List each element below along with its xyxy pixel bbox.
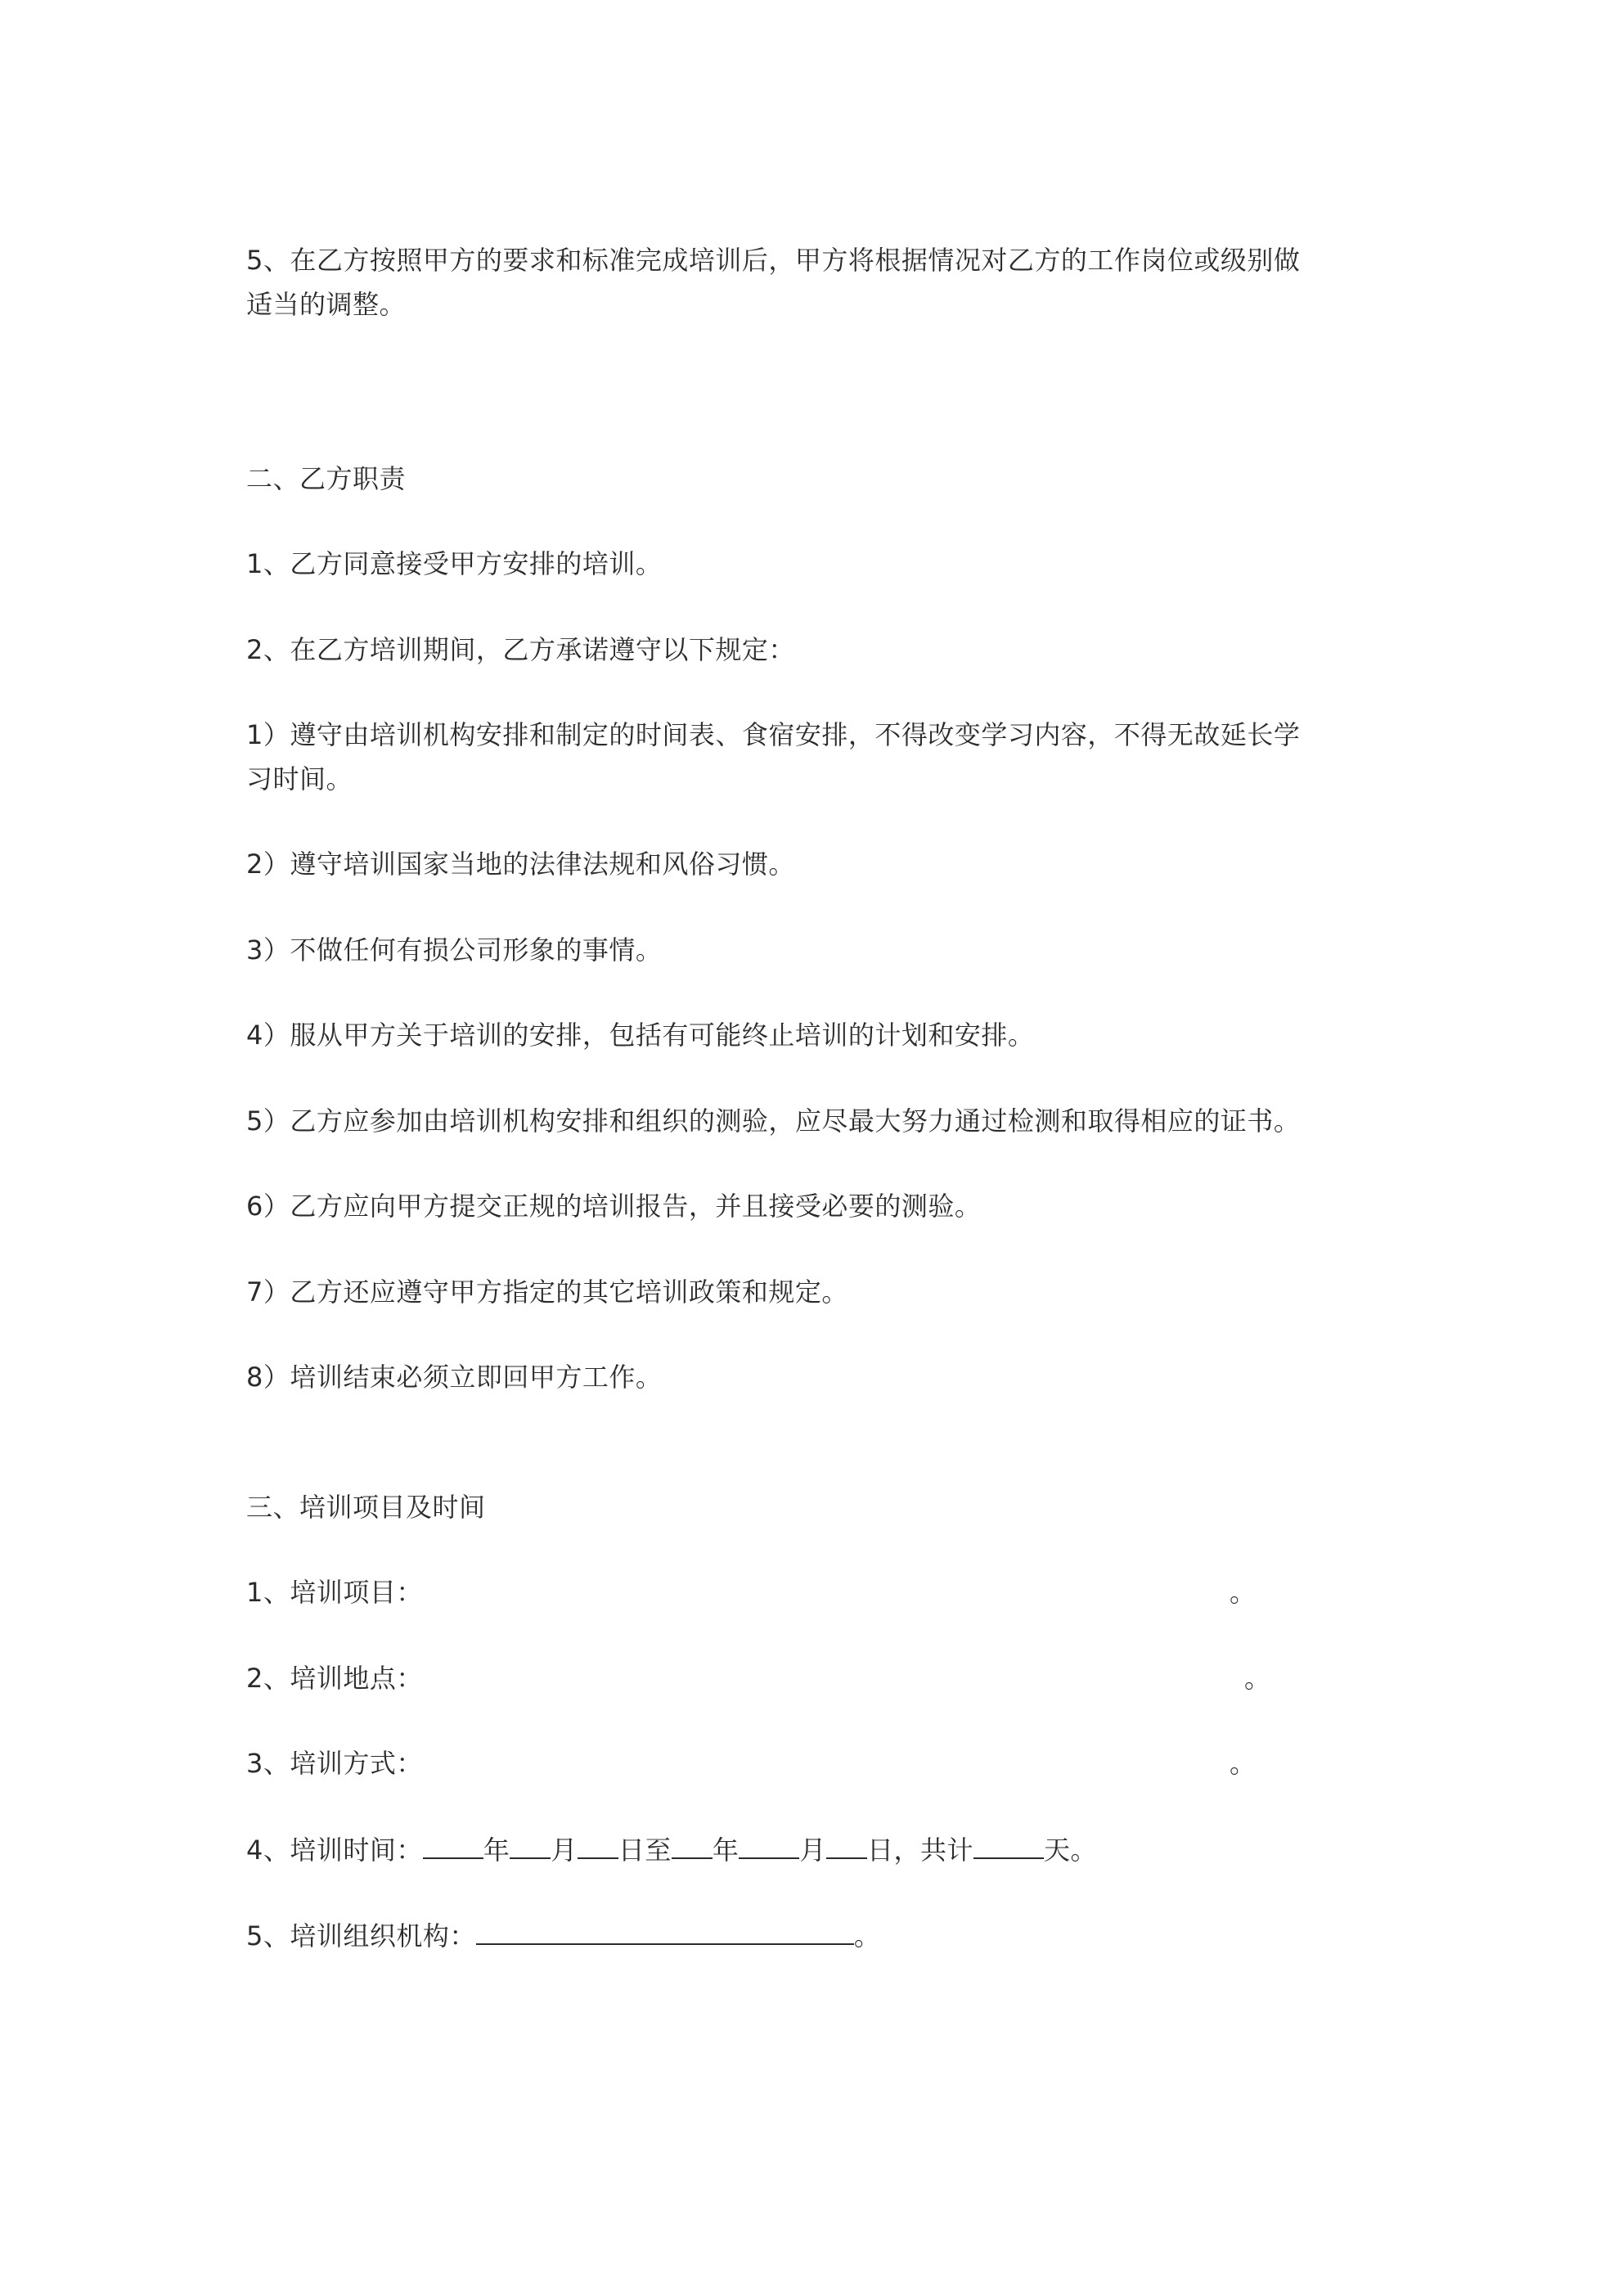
training-org-field	[246, 1919, 880, 1952]
training-item-field	[246, 1576, 423, 1609]
rule2: 2）遵守培训国家当地的法律法规和风俗习惯。	[246, 849, 795, 880]
training-time-field	[246, 1833, 1097, 1866]
rule1-line2: 习时间。	[246, 763, 353, 795]
rule4: 4）服从甲方关于培训的安排，包括有可能终止培训的计划和安排。	[246, 1020, 1035, 1051]
rule3: 3）不做任何有损公司形象的事情。	[246, 934, 663, 966]
training-location-period: 。	[1244, 1663, 1271, 1694]
end-year-unit: 年	[712, 1835, 740, 1866]
training-time-label: 4、培训时间：	[246, 1835, 423, 1866]
end-month-blank[interactable]	[739, 1833, 799, 1859]
start-day-blank[interactable]	[578, 1833, 618, 1859]
section2-item2: 2、在乙方培训期间，乙方承诺遵守以下规定：	[246, 634, 795, 665]
end-year-blank[interactable]	[672, 1833, 713, 1859]
total-days-unit: 天。	[1043, 1835, 1097, 1866]
training-method-field	[246, 1747, 423, 1780]
rule8: 8）培训结束必须立即回甲方工作。	[246, 1362, 663, 1393]
end-month-unit: 月	[799, 1835, 826, 1866]
start-year-blank[interactable]	[423, 1833, 483, 1859]
training-item-period: 。	[1230, 1577, 1257, 1608]
start-year-unit: 年	[483, 1835, 510, 1866]
rule7: 7）乙方还应遵守甲方指定的其它培训政策和规定。	[246, 1276, 848, 1308]
section2-heading: 二、乙方职责	[246, 463, 407, 494]
training-org-label: 5、培训组织机构：	[246, 1920, 476, 1952]
total-days-blank[interactable]	[973, 1833, 1044, 1859]
start-month-unit: 月	[551, 1835, 578, 1866]
section1-item5-line2: 适当的调整。	[246, 289, 407, 320]
section1-item5-line1: 5、在乙方按照甲方的要求和标准完成培训后，甲方将根据情况对乙方的工作岗位或级别做	[246, 245, 1301, 276]
start-month-blank[interactable]	[510, 1833, 551, 1859]
training-org-period: 。	[853, 1920, 881, 1952]
rule5: 5）乙方应参加由培训机构安排和组织的测验，应尽最大努力通过检测和取得相应的证书。	[246, 1105, 1301, 1137]
training-item-label: 1、培训项目：	[246, 1577, 423, 1608]
section3-heading: 三、培训项目及时间	[246, 1492, 486, 1523]
end-day-unit: 日，共计	[866, 1835, 973, 1866]
training-location-label: 2、培训地点：	[246, 1663, 423, 1694]
training-org-blank[interactable]	[476, 1919, 854, 1945]
end-day-blank[interactable]	[826, 1833, 867, 1859]
training-location-field	[246, 1662, 423, 1695]
training-method-label: 3、培训方式：	[246, 1748, 423, 1779]
rule6: 6）乙方应向甲方提交正规的培训报告，并且接受必要的测验。	[246, 1191, 982, 1222]
start-day-unit: 日至	[618, 1835, 672, 1866]
section2-item1: 1、乙方同意接受甲方安排的培训。	[246, 548, 663, 579]
training-method-period: 。	[1230, 1748, 1257, 1779]
rule1-line1: 1）遵守由培训机构安排和制定的时间表、食宿安排，不得改变学习内容，不得无故延长学	[246, 719, 1301, 750]
